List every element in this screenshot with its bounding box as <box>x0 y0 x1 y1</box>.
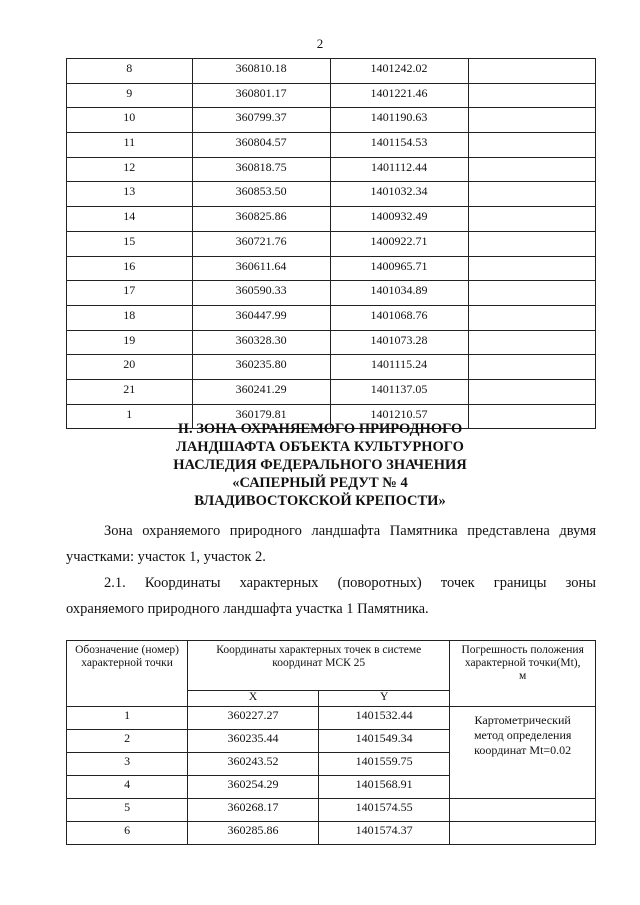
x-cell: 360268.17 <box>188 799 319 822</box>
heading-line: ЛАНДШАФТА ОБЪЕКТА КУЛЬТУРНОГО <box>176 439 464 455</box>
header-error: Погрешность положения характерной точки(Mt), м <box>450 641 596 707</box>
table-row <box>67 133 596 158</box>
y-cell: 1401574.37 <box>318 822 449 845</box>
x-cell: 360825.86 <box>192 207 330 232</box>
point-number-cell: 8 <box>67 59 193 84</box>
header-y: Y <box>318 691 449 707</box>
y-cell: 1401073.28 <box>330 330 468 355</box>
y-cell: 1401568.91 <box>318 776 449 799</box>
x-cell: 360328.30 <box>192 330 330 355</box>
x-cell: 360818.75 <box>192 157 330 182</box>
point-number-cell: 18 <box>67 305 193 330</box>
y-cell: 1401190.63 <box>330 108 468 133</box>
point-number-cell: 6 <box>67 822 188 845</box>
error-cell <box>468 281 595 306</box>
x-cell: 360235.80 <box>192 355 330 380</box>
table-row <box>67 330 596 355</box>
table-row <box>67 182 596 207</box>
heading-line: II. ЗОНА ОХРАНЯЕМОГО ПРИРОДНОГО <box>177 421 463 437</box>
y-cell: 1401068.76 <box>330 305 468 330</box>
y-cell: 1401559.75 <box>318 753 449 776</box>
x-cell: 360801.17 <box>192 83 330 108</box>
x-cell: 360179.81 <box>192 404 330 429</box>
heading-line: ВЛАДИВОСТОКСКОЙ КРЕПОСТИ» <box>194 493 446 509</box>
y-cell: 1401532.44 <box>318 707 449 730</box>
y-cell: 1400932.49 <box>330 207 468 232</box>
error-cell <box>468 355 595 380</box>
x-cell: 360447.99 <box>192 305 330 330</box>
error-cell <box>468 157 595 182</box>
intro-paragraph: Зона охраняемого природного ландшафта Памятника представлена двумя участками: участок 1, участок 2. <box>66 523 596 565</box>
table-row <box>67 305 596 330</box>
point-number-cell: 4 <box>67 776 188 799</box>
y-cell: 1401154.53 <box>330 133 468 158</box>
subsection-paragraph-line2: охраняемого природного ландшафта участка 1 Памятника. <box>66 601 429 617</box>
x-cell: 360590.33 <box>192 281 330 306</box>
error-cell <box>468 330 595 355</box>
error-cell <box>468 182 595 207</box>
table-row <box>67 231 596 256</box>
section-heading <box>0 420 640 510</box>
point-number-cell: 3 <box>67 753 188 776</box>
x-cell: 360241.29 <box>192 379 330 404</box>
point-number-cell: 19 <box>67 330 193 355</box>
x-cell: 360285.86 <box>188 822 319 845</box>
y-cell: 1401115.24 <box>330 355 468 380</box>
point-number-cell: 20 <box>67 355 193 380</box>
subsection-paragraph-line1: 2.1. Координаты характерных (поворотных) точек границы зоны <box>104 575 596 591</box>
y-cell: 1401549.34 <box>318 730 449 753</box>
error-cell <box>450 822 596 845</box>
point-number-cell: 15 <box>67 231 193 256</box>
y-cell: 1401574.55 <box>318 799 449 822</box>
point-number-cell: 14 <box>67 207 193 232</box>
error-cell <box>468 231 595 256</box>
error-cell <box>468 256 595 281</box>
y-cell: 1401242.02 <box>330 59 468 84</box>
header-point: Обозначение (номер) характерной точки <box>67 641 188 707</box>
page-number: 2 <box>316 36 324 51</box>
point-number-cell: 12 <box>67 157 193 182</box>
table-row <box>67 108 596 133</box>
x-cell: 360254.29 <box>188 776 319 799</box>
y-cell: 1401032.34 <box>330 182 468 207</box>
error-cell <box>468 133 595 158</box>
point-number-cell: 21 <box>67 379 193 404</box>
table-row <box>67 355 596 380</box>
x-cell: 360810.18 <box>192 59 330 84</box>
table-row <box>67 256 596 281</box>
table-row <box>67 207 596 232</box>
table-row <box>67 379 596 404</box>
point-number-cell: 13 <box>67 182 193 207</box>
y-cell: 1400965.71 <box>330 256 468 281</box>
coordinates-table-continued <box>66 58 596 429</box>
header-coords: Координаты характерных точек в системе координат МСК 25 <box>188 641 450 691</box>
point-number-cell: 1 <box>67 707 188 730</box>
y-cell: 1401210.57 <box>330 404 468 429</box>
table-row <box>67 281 596 306</box>
table-row <box>67 799 596 822</box>
table-row <box>67 822 596 845</box>
table-row <box>67 83 596 108</box>
error-cell <box>468 305 595 330</box>
x-cell: 360235.44 <box>188 730 319 753</box>
x-cell: 360799.37 <box>192 108 330 133</box>
x-cell: 360243.52 <box>188 753 319 776</box>
error-cell <box>468 108 595 133</box>
point-number-cell: 1 <box>67 404 193 429</box>
y-cell: 1401137.05 <box>330 379 468 404</box>
error-cell <box>468 379 595 404</box>
x-cell: 360721.76 <box>192 231 330 256</box>
table-row <box>67 707 596 730</box>
heading-line: «САПЕРНЫЙ РЕДУТ № 4 <box>232 475 408 491</box>
x-cell: 360804.57 <box>192 133 330 158</box>
point-number-cell: 2 <box>67 730 188 753</box>
heading-line: НАСЛЕДИЯ ФЕДЕРАЛЬНОГО ЗНАЧЕНИЯ <box>173 457 467 473</box>
error-cell <box>468 83 595 108</box>
y-cell: 1401221.46 <box>330 83 468 108</box>
error-cell <box>450 799 596 822</box>
point-number-cell: 9 <box>67 83 193 108</box>
point-number-cell: 5 <box>67 799 188 822</box>
header-x: X <box>188 691 319 707</box>
x-cell: 360853.50 <box>192 182 330 207</box>
table-row <box>67 59 596 84</box>
x-cell: 360611.64 <box>192 256 330 281</box>
point-number-cell: 10 <box>67 108 193 133</box>
error-cell <box>468 59 595 84</box>
y-cell: 1401112.44 <box>330 157 468 182</box>
plot1-coordinates-table <box>66 640 596 845</box>
error-cell <box>468 207 595 232</box>
y-cell: 1400922.71 <box>330 231 468 256</box>
error-method-cell: Картометрический метод определения координат Mt=0.02 <box>450 707 596 799</box>
point-number-cell: 16 <box>67 256 193 281</box>
table-row <box>67 157 596 182</box>
y-cell: 1401034.89 <box>330 281 468 306</box>
point-number-cell: 17 <box>67 281 193 306</box>
x-cell: 360227.27 <box>188 707 319 730</box>
point-number-cell: 11 <box>67 133 193 158</box>
